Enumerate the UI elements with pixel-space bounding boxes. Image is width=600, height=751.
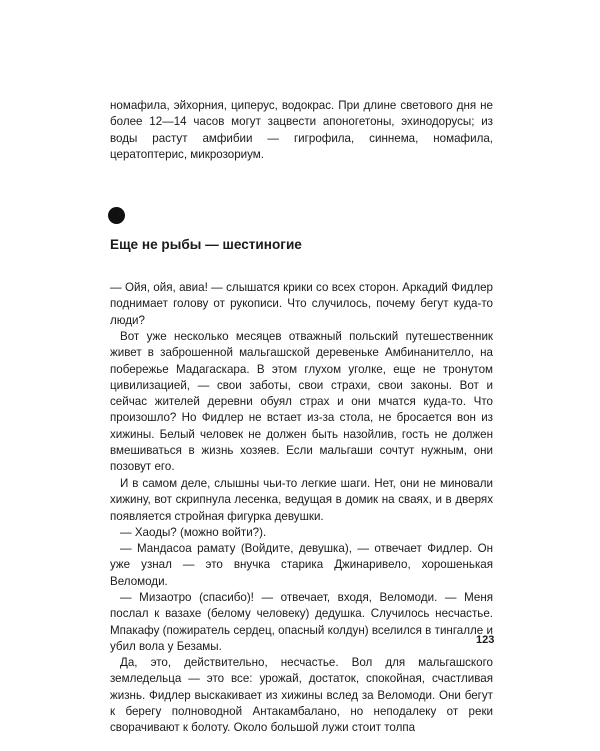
section-heading: Еще не рыбы — шестиногие xyxy=(110,237,302,252)
body-paragraph: — Мизаотро (спасибо)! — отвечает, входя, Веломоди. — Меня послал к вазахе (белому человеку) дедушка. Случилось несчастье. Мпакафу (пожиратель сердец, опасный колдун) вселился в тингалле и убил вола у Безамы. xyxy=(110,591,493,653)
body-paragraph: Вот уже несколько месяцев отважный польский путешественник живет в заброшенной мальгашской деревеньке Амбинанителло, на побережье Мадагаскара. В этом глухом уголке, еще не тронутом цивилизацией, — свои заботы, свои страхи, свои законы. Вот и сейчас жителей деревни обуял страх и они мчатся куда-то. Что произошло? Но Фидлер не встает из-за стола, не бросается вон из хижины. Белый человек не должен быть назойлив, гость не должен вмешиваться в жизнь хозяев. Если мальгаши сочтут нужным, они позовут его. xyxy=(110,330,493,474)
body-paragraph: — Хаоды? (можно войти?). xyxy=(120,526,267,539)
body-paragraph: — Ойя, ойя, авиа! — слышатся крики со всех сторон. Аркадий Фидлер поднимает голову от рукописи. Что случилось, почему бегут куда-то люди? xyxy=(110,281,493,327)
body-paragraph: И в самом деле, слышны чьи-то легкие шаги. Нет, они не миновали хижину, вот скрипнула лесенка, ведущая в домик на сваях, и в дверях появляется стройная фигурка девушки. xyxy=(110,477,493,523)
page-number: 123 xyxy=(476,634,495,646)
section-bullet-icon xyxy=(108,207,125,224)
body-paragraph: — Мандасоа рамату (Войдите, девушка), — отвечает Фидлер. Он уже узнал — это внучка старика Джинаривело, хорошенькая Веломоди. xyxy=(110,542,493,588)
intro-paragraph: номафила, эйхорния, циперус, водокрас. При длине светового дня не более 12—14 часов могут зацвести апоногетоны, эхинодорусы; из воды растут амфибии — гигрофила, синнема, номафила, цератоптерис, микрозориум. xyxy=(110,99,493,161)
body-paragraph: Да, это, действительно, несчастье. Вол для мальгашского земледельца — это все: урожай, достаток, спокойная, счастливая жизнь. Фидлер выскакивает из хижины вслед за Веломоди. Они бегут к берегу полноводной Антакамбалано, но неподалеку от реки сворачивают к болоту. Около большой лужи стоит толпа xyxy=(110,656,493,735)
